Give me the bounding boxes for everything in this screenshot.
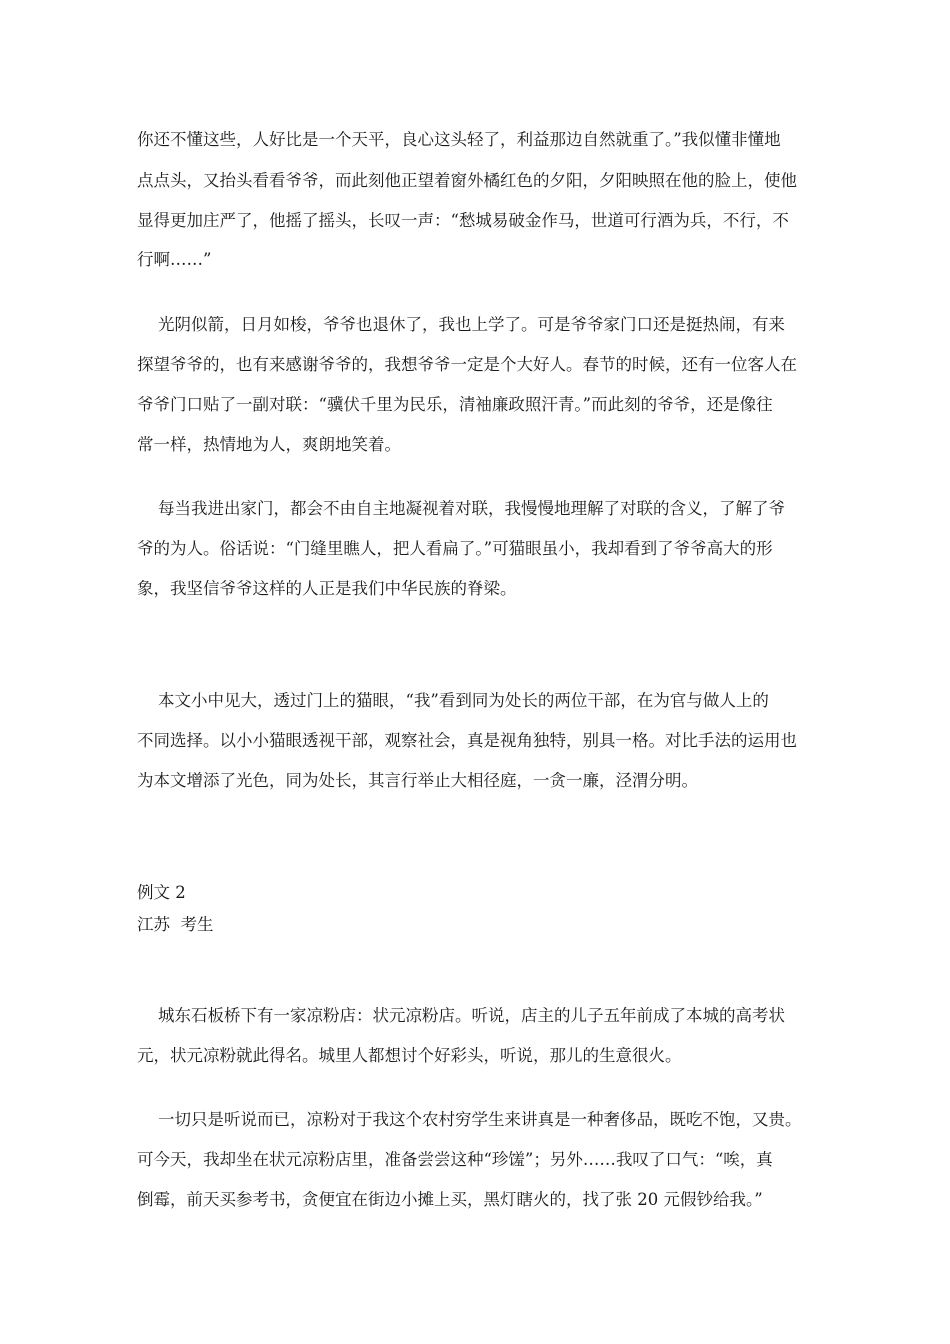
section-heading: 例文 2 [137,883,186,902]
text-line: 一切只是听说而已，凉粉对于我这个农村穷学生来讲真是一种奢侈品，既吃不饱，又贵。 [137,1110,802,1129]
text-line: 本文小中见大，透过门上的猫眼，“我”看到同为处长的两位干部，在为官与做人上的 [137,691,769,710]
text-line: 你还不懂这些，人好比是一个天平，良心这头轻了，利益那边自然就重了。”我似懂非懂地 [137,130,781,149]
text-line: 爷的为人。俗话说：“门缝里瞧人，把人看扁了。”可猫眼虽小，我却看到了爷爷高大的形 [137,539,773,558]
text-line: 不同选择。以小小猫眼透视干部，观察社会，真是视角独特，别具一格。对比手法的运用也 [137,731,797,750]
text-line: 倒霉，前天买参考书，贪便宜在街边小摊上买，黑灯瞎火的，找了张 20 元假钞给我。” [137,1190,763,1209]
text-line: 可今天，我却坐在状元凉粉店里，准备尝尝这种“珍馐”；另外……我叹了口气：“唉，真 [137,1150,773,1169]
text-line: 点点头，又抬头看看爷爷，而此刻他正望着窗外橘红色的夕阳，夕阳映照在他的脸上，使他 [137,171,797,190]
text-line: 每当我进出家门，都会不由自主地凝视着对联，我慢慢地理解了对联的含义，了解了爷 [137,499,785,518]
text-line: 象，我坚信爷爷这样的人正是我们中华民族的脊梁。 [137,579,517,598]
text-line: 为本文增添了光色，同为处长，其言行举止大相径庭，一贪一廉，泾渭分明。 [137,771,698,790]
text-line: 探望爷爷的，也有来感谢爷爷的，我想爷爷一定是个大好人。春节的时候，还有一位客人在 [137,355,797,374]
text-line: 常一样，热情地为人，爽朗地笑着。 [137,435,401,454]
text-line: 爷爷门口贴了一副对联：“骥伏千里为民乐，清袖廉政照汗青。”而此刻的爷爷，还是像往 [137,395,773,414]
text-line: 行啊……” [137,250,212,269]
text-line: 城东石板桥下有一家凉粉店：状元凉粉店。听说，店主的儿子五年前成了本城的高考状 [137,1006,785,1025]
text-line: 元，状元凉粉就此得名。城里人都想讨个好彩头，听说，那儿的生意很火。 [137,1046,682,1065]
author-line: 江苏 考生 [137,915,214,934]
text-line: 光阴似箭，日月如梭，爷爷也退休了，我也上学了。可是爷爷家门口还是挺热闹，有来 [137,315,785,334]
text-line: 显得更加庄严了，他摇了摇头，长叹一声：“愁城易破金作马，世道可行酒为兵，不行，不 [137,211,789,230]
